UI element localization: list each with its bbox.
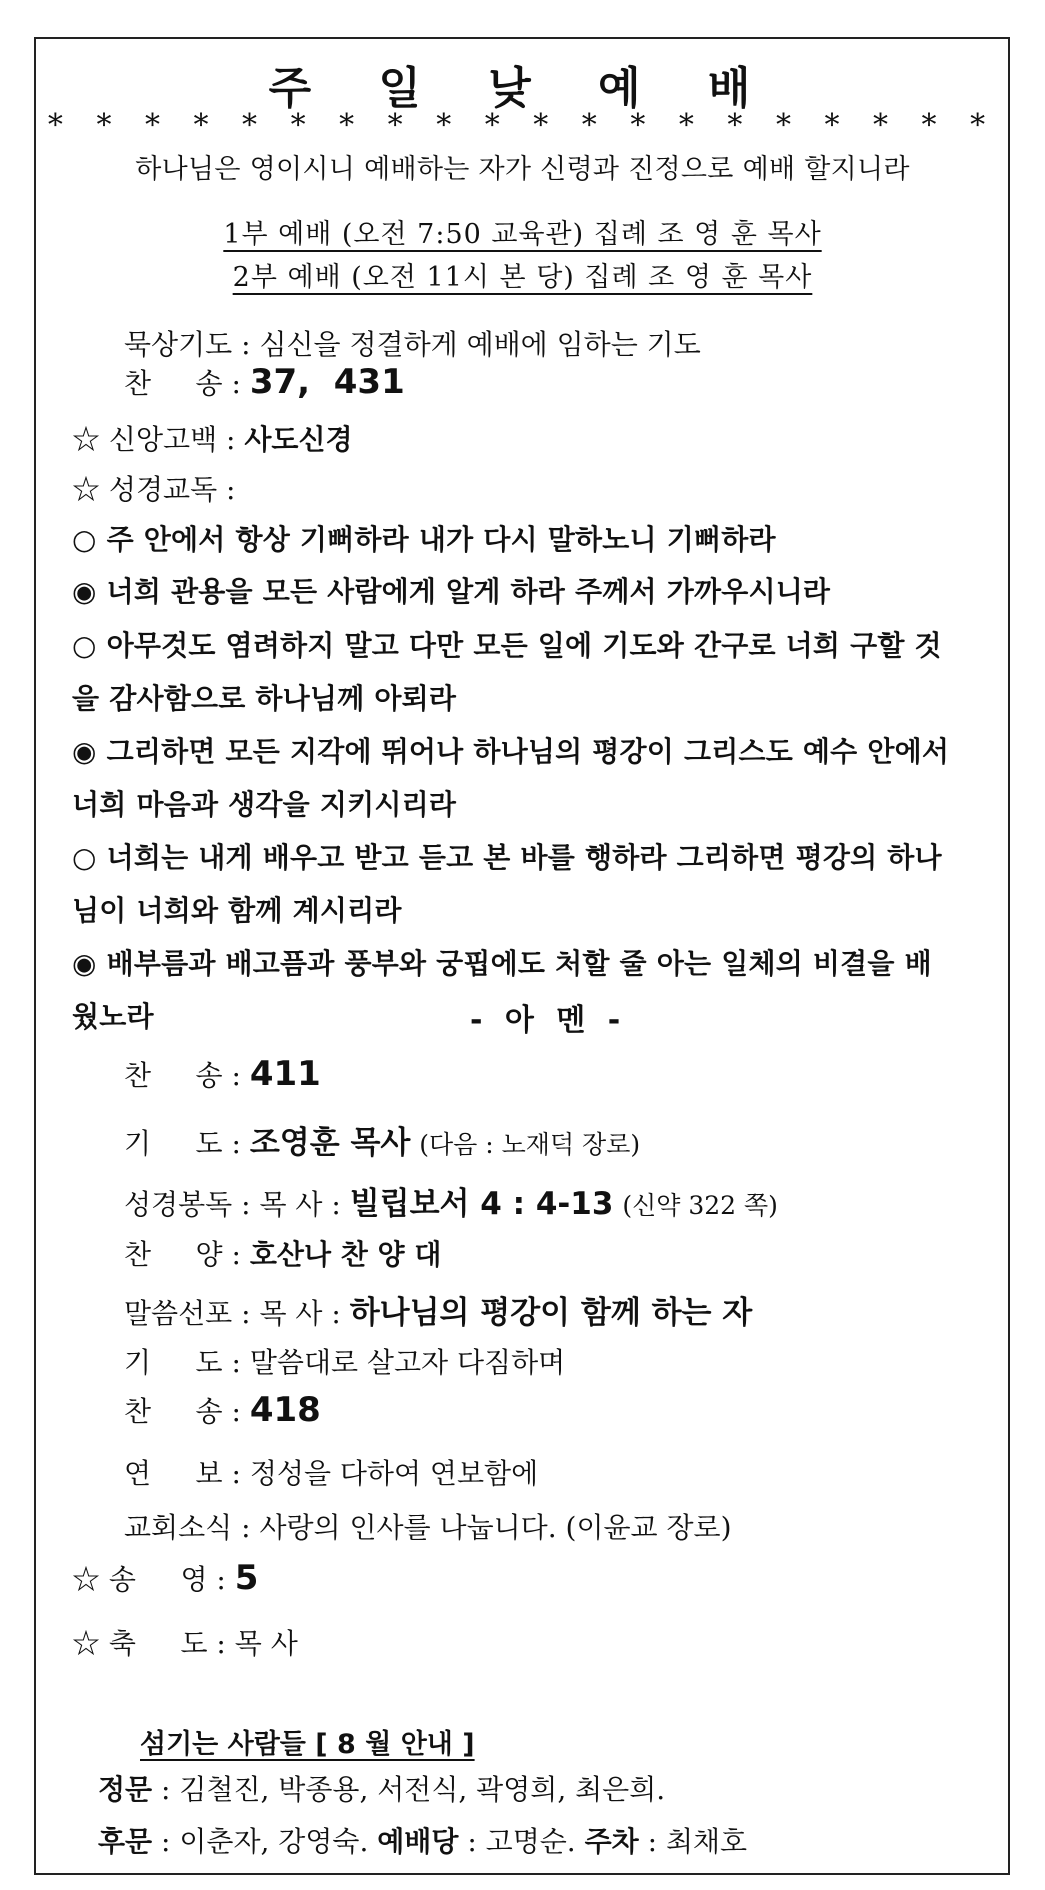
order-label: 찬 송 : bbox=[124, 1059, 241, 1092]
order-label: 묵상기도 : bbox=[124, 328, 251, 361]
order-creed bbox=[72, 418, 353, 458]
amen: - 아 멘 - bbox=[470, 1003, 627, 1038]
order-church-news bbox=[124, 1506, 732, 1546]
star-icon: ☆ bbox=[72, 423, 101, 456]
order-label: 기 도 : bbox=[124, 1346, 241, 1379]
order-responsive-reading bbox=[72, 468, 235, 508]
order-value: 조영훈 목사 bbox=[249, 1125, 411, 1161]
scripture-line: ○ 아무것도 염려하지 말고 다만 모든 일에 기도와 간구로 너희 구할 것 bbox=[72, 629, 942, 662]
congregation-circle-icon: ◉ bbox=[72, 575, 97, 608]
star-icon: ☆ bbox=[72, 1563, 101, 1596]
order-prayer bbox=[124, 1117, 640, 1162]
order-label: 성경봉독 : bbox=[124, 1188, 251, 1221]
order-value: 목 사 bbox=[234, 1627, 298, 1660]
order-note: (신약 322 쪽) bbox=[622, 1191, 778, 1220]
ushers-title: 섬기는 사람들 [ 8 월 안내 ] bbox=[140, 1729, 475, 1760]
order-label: 말씀선포 : bbox=[124, 1297, 251, 1330]
scripture-line-cont: 웠노라 bbox=[72, 1000, 154, 1033]
order-label: 찬 송 : bbox=[124, 367, 241, 400]
order-value: 하나님의 평강이 함께 하는 자 bbox=[349, 1295, 753, 1331]
order-hymn-1 bbox=[124, 362, 405, 402]
usher-names: : 김철진, 박종용, 서전식, 곽영희, 최은희. bbox=[161, 1773, 666, 1806]
usher-names: : 고명순. bbox=[467, 1825, 576, 1858]
order-silent-prayer bbox=[124, 323, 701, 363]
scripture-line: ◉ 그리하면 모든 지각에 뛰어나 하나님의 평강이 그리스도 예수 안에서 bbox=[72, 735, 950, 768]
order-hymn-3 bbox=[124, 1390, 321, 1430]
order-value: 418 bbox=[249, 1390, 321, 1430]
order-label: 연 보 : bbox=[124, 1457, 241, 1490]
star-icon: ☆ bbox=[72, 1627, 101, 1660]
order-label: 신앙고백 : bbox=[108, 423, 236, 456]
order-doxology bbox=[72, 1558, 258, 1598]
scripture-line-cont: 너희 마음과 생각을 지키시리라 bbox=[72, 788, 457, 821]
service-first: 1부 예배 (오전 7:50 교육관) 집례 조 영 훈 목사 bbox=[223, 219, 822, 250]
order-offering bbox=[124, 1452, 538, 1492]
order-label: 기 도 : bbox=[124, 1127, 241, 1160]
page-title: 주 일 낮 예 배 bbox=[268, 63, 777, 114]
ushers-back bbox=[98, 1820, 747, 1860]
order-label: 성경교독 : bbox=[108, 473, 236, 506]
order-value: 5 bbox=[234, 1558, 259, 1598]
order-value: 심신을 정결하게 예배에 임하는 기도 bbox=[259, 328, 701, 361]
usher-label: 예배당 bbox=[377, 1825, 459, 1858]
order-value: 411 bbox=[249, 1054, 321, 1094]
star-divider: * * * * * * * * * * * * * * * * * * * * bbox=[47, 108, 998, 143]
usher-label: 정문 bbox=[98, 1773, 153, 1806]
ushers-front bbox=[98, 1768, 665, 1808]
order-prefix: 목 사 : bbox=[259, 1188, 341, 1221]
order-value: 정성을 다하여 연보함에 bbox=[249, 1457, 539, 1490]
order-prefix: 목 사 : bbox=[259, 1297, 341, 1330]
service-second: 2부 예배 (오전 11시 본 당) 집례 조 영 훈 목사 bbox=[232, 262, 813, 293]
order-value: 사랑의 인사를 나눕니다. (이윤교 장로) bbox=[259, 1511, 732, 1544]
order-label: 교회소식 : bbox=[124, 1511, 251, 1544]
scripture-line: ○ 너희는 내게 배우고 받고 듣고 본 바를 행하라 그리하면 평강의 하나 bbox=[72, 841, 942, 874]
order-label: 축 도 : bbox=[108, 1627, 226, 1660]
order-choir bbox=[124, 1233, 441, 1273]
leader-circle-icon: ○ bbox=[72, 629, 97, 662]
order-benediction bbox=[72, 1622, 298, 1662]
usher-names: : 최채호 bbox=[647, 1825, 748, 1858]
order-value: 사도신경 bbox=[244, 423, 353, 456]
order-value: 빌립보서 4 : 4-13 bbox=[349, 1186, 614, 1222]
order-label: 송 영 : bbox=[108, 1563, 226, 1596]
order-label: 찬 송 : bbox=[124, 1395, 241, 1428]
scripture-line: ◉ 배부름과 배고픔과 풍부와 궁핍에도 처할 줄 아는 일체의 비결을 배 bbox=[72, 947, 932, 980]
order-prayer-2 bbox=[124, 1341, 565, 1381]
order-scripture-reading bbox=[124, 1178, 778, 1223]
scripture-line-cont: 을 감사함으로 하나님께 아뢰라 bbox=[72, 682, 457, 715]
leader-circle-icon: ○ bbox=[72, 523, 97, 556]
congregation-circle-icon: ◉ bbox=[72, 735, 97, 768]
star-icon: ☆ bbox=[72, 473, 101, 506]
order-value: 37, 431 bbox=[249, 362, 405, 402]
order-value: 말씀대로 살고자 다짐하며 bbox=[249, 1346, 566, 1379]
leader-circle-icon: ○ bbox=[72, 841, 97, 874]
order-value: 호산나 찬 양 대 bbox=[249, 1238, 442, 1271]
usher-label: 주차 bbox=[584, 1825, 639, 1858]
theme-verse: 하나님은 영이시니 예배하는 자가 신령과 진정으로 예배 할지니라 bbox=[135, 154, 910, 185]
order-hymn-2 bbox=[124, 1054, 321, 1094]
scripture-line: ○ 주 안에서 항상 기뻐하라 내가 다시 말하노니 기뻐하라 bbox=[72, 523, 776, 556]
congregation-circle-icon: ◉ bbox=[72, 947, 97, 980]
order-note: (다음 : 노재덕 장로) bbox=[419, 1130, 641, 1159]
scripture-line-cont: 님이 너희와 함께 계시리라 bbox=[72, 894, 402, 927]
scripture-line: ◉ 너희 관용을 모든 사람에게 알게 하라 주께서 가까우시니라 bbox=[72, 575, 831, 608]
usher-label: 후문 bbox=[98, 1825, 153, 1858]
order-sermon bbox=[124, 1287, 752, 1332]
order-label: 찬 양 : bbox=[124, 1238, 241, 1271]
usher-names: : 이춘자, 강영숙. bbox=[161, 1825, 369, 1858]
